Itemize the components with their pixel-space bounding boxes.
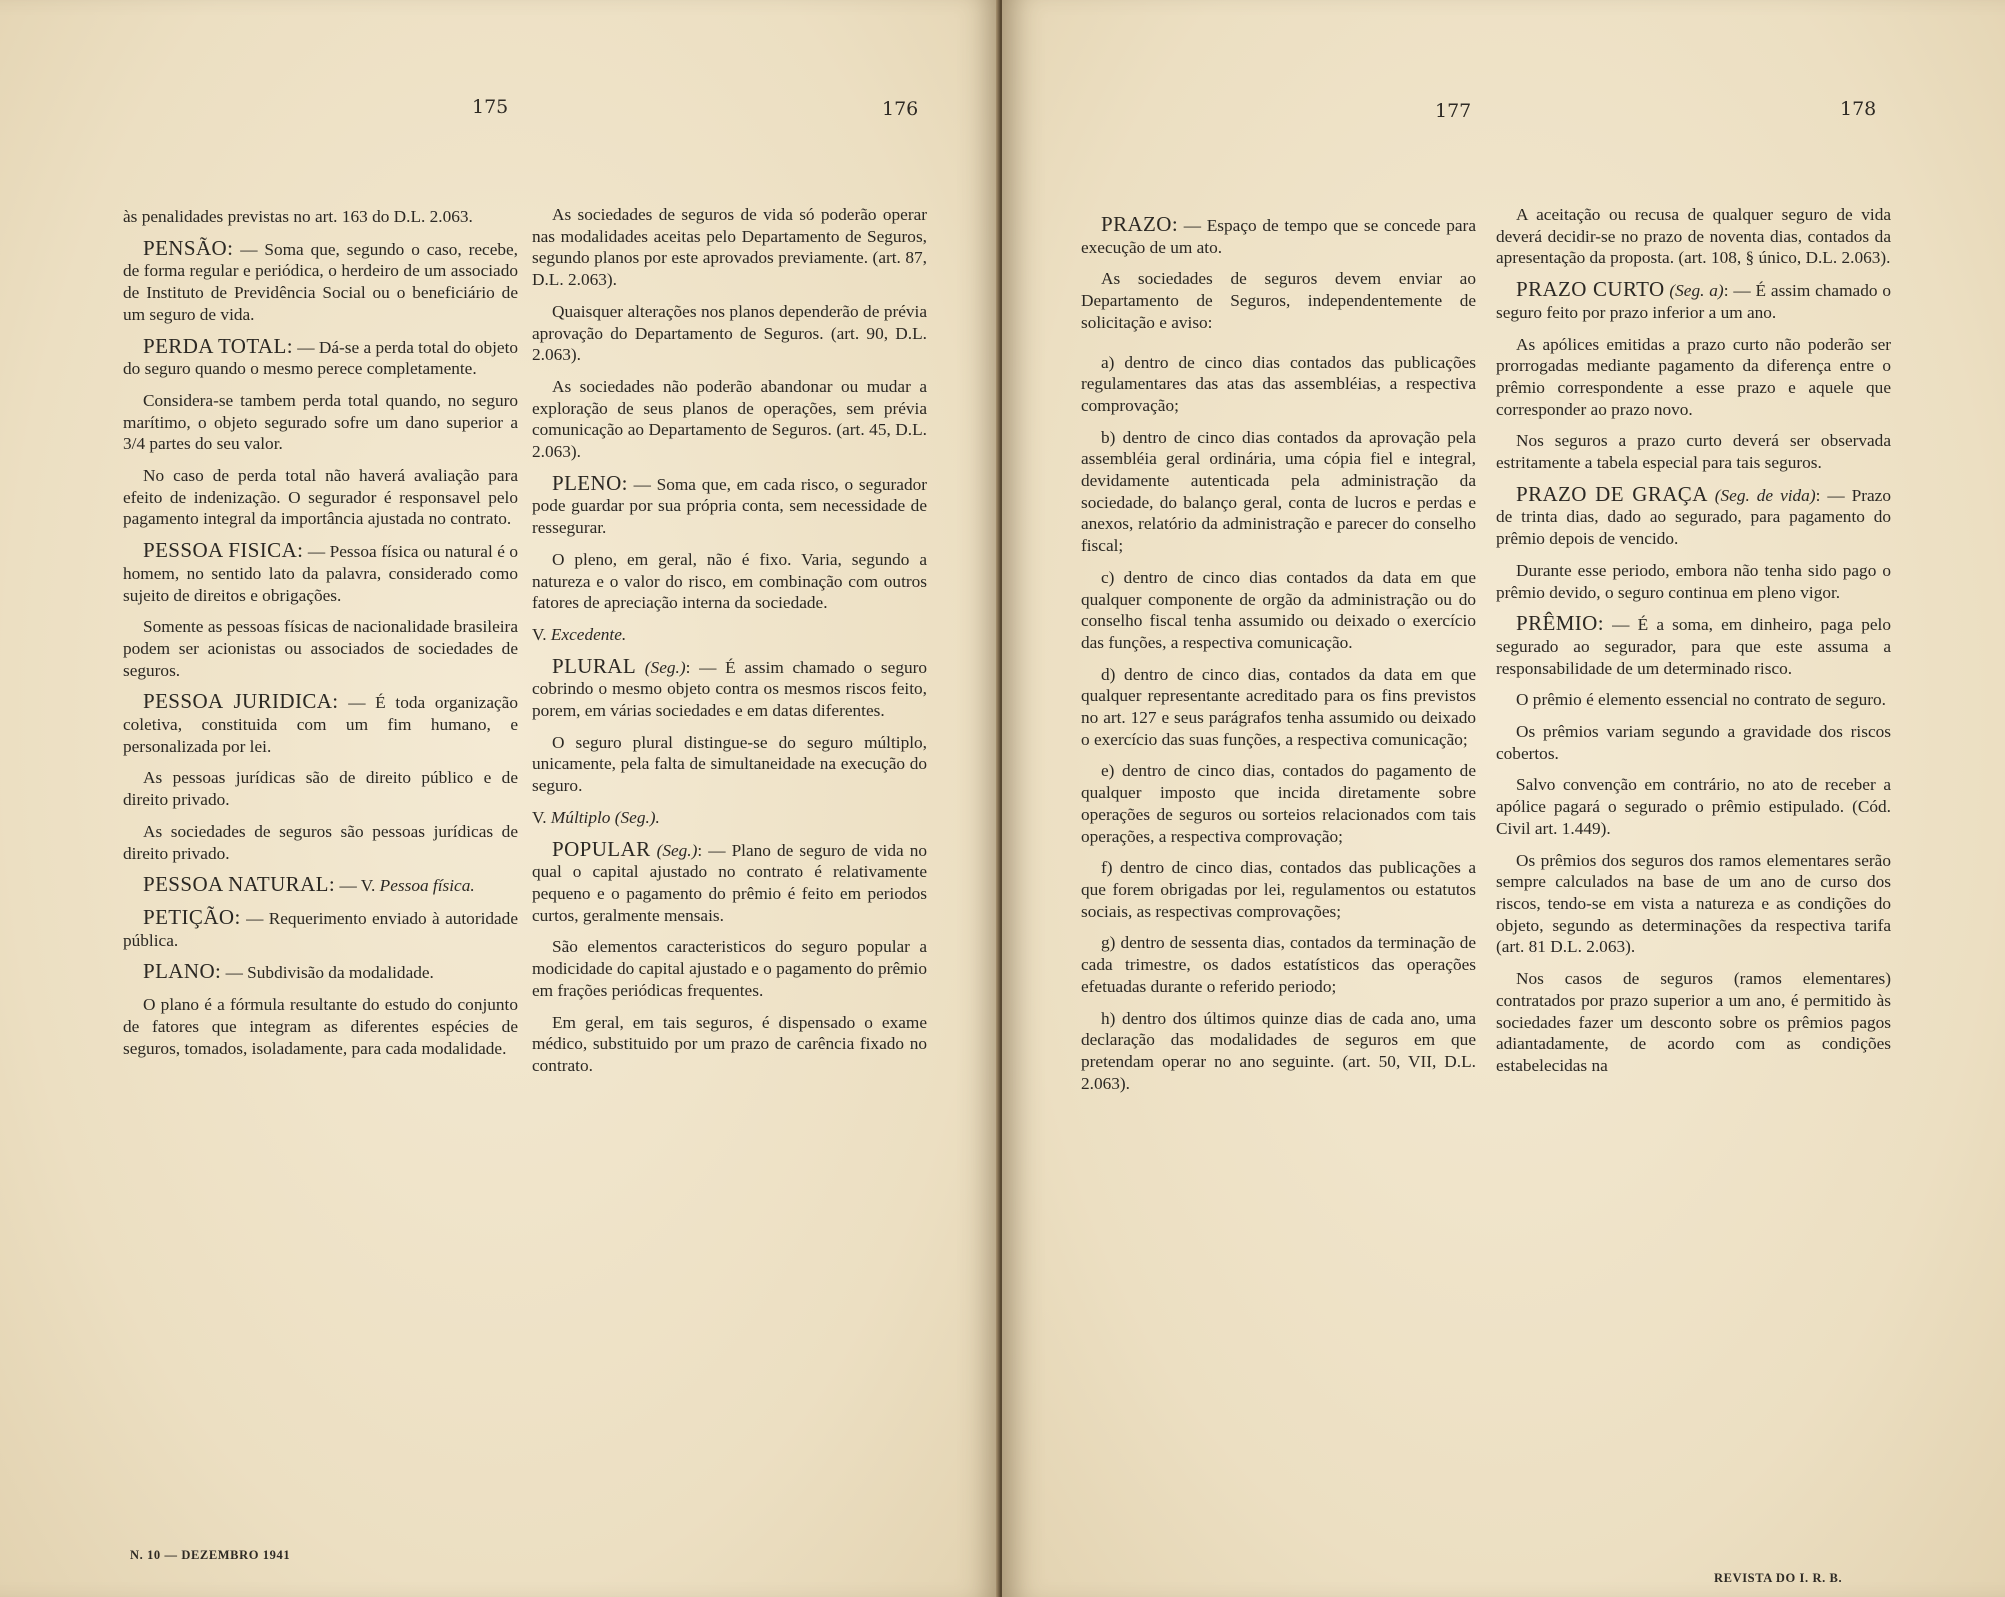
column-1 (123, 198, 518, 1069)
page-number-178: 178 (1840, 98, 1877, 120)
cross-reference-multiplo (532, 807, 927, 829)
entry-prazo-curto (1496, 279, 1891, 323)
right-page (1002, 0, 2005, 1597)
paragraph: Em geral, em tais seguros, é dispensado o exame médico, substituido por um prazo de carência fixado no contrato. (532, 1012, 927, 1075)
headword: PESSOA NATURAL: (143, 872, 336, 897)
headword: PESSOA JURIDICA: (143, 689, 339, 714)
qualifier: (Seg. de vida) (1707, 485, 1816, 505)
definition: — Dá-se a perda total do objeto do seguro quando o mesmo perece completamente. (123, 337, 519, 379)
paragraph: As apólices emitidas a prazo curto não poderão ser prorrogadas mediante pagamento da diferença entre o prêmio correspondente a esse prazo e aquele que corresponder ao prazo novo. (1496, 334, 1891, 419)
headword: PETIÇÃO: (143, 904, 241, 929)
paragraph: O prêmio é elemento essencial no contrato de seguro. (1516, 690, 1886, 710)
paragraph: Somente as pessoas físicas de nacionalidade brasileira podem ser acionistas ou associados de sociedades de seguros. (123, 617, 518, 680)
page-number-175: 175 (472, 96, 509, 118)
paragraph: O plano é a fórmula resultante do estudo do conjunto de fatores que integram as diferentes espécies de seguros, tomados, isoladamente, para cada modalidade. (123, 995, 518, 1058)
page-number-176: 176 (882, 98, 919, 120)
list-item-c: c) dentro de cinco dias contados da data em que qualquer componente de orgão da administração ou do conselho fiscal tenha assumido ou deixado o exercício das funções, a respectiva comunicação. (1081, 567, 1476, 652)
paragraph: As sociedades de seguros devem enviar ao Departamento de Seguros, independentemente de solicitação e aviso: (1081, 269, 1476, 332)
paragraph: Os prêmios variam segundo a gravidade dos riscos cobertos. (1496, 722, 1891, 763)
paragraph: Nos seguros a prazo curto deverá ser observada estritamente a tabela especial para tais seguros. (1496, 431, 1891, 473)
headword: PERDA TOTAL: (143, 333, 293, 358)
list-item-b: b) dentro de cinco dias contados da aprovação pela assembléia geral ordinária, uma cópia fiel e integral, devidamente autenticada pela administração da sociedade, do balanço geral, conta de lucros e perdas e anexos, relatório da administração e parecer do conselho fiscal; (1081, 427, 1476, 556)
headword: PRÊMIO: (1516, 611, 1604, 636)
definition: : — Prazo de trinta dias, dado ao segurado, para pagamento do prêmio depois de vencido. (1496, 485, 1891, 549)
entry-plano (123, 961, 518, 984)
entry-pessoa-natural (123, 874, 518, 897)
definition: — Soma que, em cada risco, o segurador pode guardar por sua própria conta, sem necessidade de ressegurar. (532, 474, 927, 538)
definition: — Subdivisão da modalidade. (221, 963, 434, 983)
headword: PENSÃO: (143, 235, 234, 260)
paragraph: Os prêmios dos seguros dos ramos elementares serão sempre calculados na base de um ano de curso dos riscos, tendo-se em vista a natureza e as condições do objeto, segundo as determinações da respectiva tarifa (art. 81 D.L. 2.063). (1496, 850, 1891, 957)
list-item-f: f) dentro de cinco dias, contados das publicações a que forem obrigadas por lei, regulamentos ou estatutos sociais, as respectivas comprovações; (1081, 858, 1476, 921)
list-item-d: d) dentro de cinco dias, contados da data em que qualquer representante acreditado para os fins previstos no art. 127 e seus parágrafos tenha assumido ou deixado o exercício das suas funções, a respectiva comunicação; (1081, 664, 1476, 749)
left-page (0, 0, 1000, 1597)
footer-issue: N. 10 — DEZEMBRO 1941 (130, 1548, 291, 1562)
headword: PESSOA FISICA: (143, 538, 304, 563)
entry-perda-total (123, 333, 519, 380)
list-item-a: a) dentro de cinco dias contados das publicações regulamentares das atas das assembléias, a respectiva comprovação; (1081, 352, 1476, 415)
headword: PLENO: (552, 470, 628, 495)
page-number-177: 177 (1435, 100, 1472, 122)
see-label: V. (532, 624, 551, 644)
paragraph: As pessoas jurídicas são de direito público e de direito privado. (123, 768, 518, 810)
qualifier: (Seg.) (636, 657, 686, 677)
paragraph: Salvo convenção em contrário, no ato de receber a apólice pagará o segurado o prêmio estipulado. (Cód. Civil art. 1.449). (1496, 775, 1891, 838)
definition: — Espaço de tempo que se concede para execução de um ato. (1081, 216, 1476, 257)
definition: : — É assim chamado o seguro feito por prazo inferior a um ano. (1496, 281, 1891, 322)
definition: — Soma que, segundo o caso, recebe, de forma regular e periódica, o herdeiro de um associado de Instituto de Previdência Social ou o beneficiário de um seguro de vida. (123, 239, 518, 324)
qualifier: (Seg. a) (1664, 281, 1724, 301)
entry-pessoa-fisica (123, 540, 518, 606)
entry-peticao (123, 904, 518, 951)
cross-reference: Excedente. (550, 624, 627, 644)
list-item-h: h) dentro dos últimos quinze dias de cada ano, uma declaração das modalidades de seguros em que pretendam operar no ano seguinte. (art. 50, VII, D.L. 2.063). (1081, 1008, 1476, 1093)
cross-reference: Múltiplo (Seg.). (550, 807, 660, 827)
paragraph: As sociedades de seguros de vida só poderão operar nas modalidades aceitas pelo Departamento de Seguros, segundo planos por este aprovados previamente. (art. 87, D.L. 2.063). (532, 205, 927, 290)
paragraph: No caso de perda total não haverá avaliação para efeito de indenização. O segurador é responsavel pelo pagamento integral da importância ajustada no contrato. (123, 466, 518, 529)
paragraph: A aceitação ou recusa de qualquer seguro de vida deverá decidir-se no prazo de noventa dias, contados da apresentação da proposta. (art. 108, § único, D.L. 2.063). (1496, 205, 1891, 268)
paragraph: às penalidades previstas no art. 163 do D.L. 2.063. (123, 207, 473, 226)
entry-pensao (123, 235, 518, 326)
entry-prazo-de-graca (1496, 481, 1891, 550)
definition: : — Plano de seguro de vida no qual o capital ajustado no contrato é relativamente pequeno e o pagamento do prêmio é feito em periodos curtos, geralmente mensais. (532, 840, 927, 925)
see-label: V. (532, 807, 551, 827)
headword: PRAZO: (1101, 212, 1179, 236)
definition: — É toda organização coletiva, constituida com um fim humano, e personalizada por lei. (123, 693, 518, 756)
entry-pessoa-juridica (123, 691, 518, 757)
list-item-e: e) dentro de cinco dias, contados do pagamento de qualquer imposto que incida diretamente sobre operações de seguros ou sorteios relacionados com tais operações, a respectiva comprovação; (1081, 761, 1476, 846)
list-item-g: g) dentro de sessenta dias, contados da terminação de cada trimestre, os dados estatísticos das operações efetuadas durante o referido periodo; (1081, 933, 1476, 996)
entry-popular (532, 836, 927, 927)
entry-pleno (532, 470, 927, 539)
headword: PLANO: (143, 959, 222, 984)
definition: — É a soma, em dinheiro, paga pelo segurado ao segurador, para que este assuma a responsabilidade de um determinado risco. (1496, 615, 1891, 678)
column-2 (532, 204, 927, 1087)
headword: POPULAR (552, 836, 651, 861)
definition: — V. (335, 876, 380, 896)
paragraph: As sociedades não poderão abandonar ou mudar a exploração de seus planos de operações, sem prévia comunicação ao Departamento de Seguros. (art. 45, D.L. 2.063). (532, 376, 927, 462)
qualifier: (Seg.) (650, 840, 698, 860)
headword: PLURAL (552, 653, 637, 678)
definition: — Requerimento enviado à autoridade pública. (123, 908, 518, 950)
paragraph: Considera-se tambem perda total quando, no seguro marítimo, o objeto segurado sofre um dano superior a 3/4 partes do seu valor. (123, 390, 518, 454)
footer-journal: REVISTA DO I. R. B. (1714, 1571, 1843, 1585)
paragraph: Durante esse periodo, embora não tenha sido pago o prêmio devido, o seguro continua em pleno vigor. (1496, 560, 1891, 602)
paragraph: Nos casos de seguros (ramos elementares) contratados por prazo superior a um ano, é permitido às sociedades fazer um desconto sobre os prêmios pagos adiantadamente, de acordo com as condições estabelecidas na (1496, 969, 1891, 1075)
paragraph: As sociedades de seguros são pessoas jurídicas de direito privado. (123, 821, 518, 863)
entry-premio (1496, 613, 1891, 679)
column-3 (1081, 208, 1476, 1104)
paragraph: O pleno, em geral, não é fixo. Varia, segundo a natureza e o valor do risco, em combinação com outros fatores de apreciação interna da sociedade. (532, 549, 927, 613)
paragraph: São elementos caracteristicos do seguro popular a modicidade do capital ajustado e o pagamento do prêmio em frações periódicas frequentes. (532, 937, 927, 1000)
paragraph: Quaisquer alterações nos planos dependerão de prévia aprovação do Departamento de Seguros. (art. 90, D.L. 2.063). (532, 301, 927, 365)
definition: — Pessoa física ou natural é o homem, no sentido lato da palavra, considerado como sujeito de direitos e obrigações. (123, 542, 518, 605)
entry-prazo (1081, 214, 1476, 258)
column-4 (1496, 204, 1891, 1087)
headword: PRAZO DE GRAÇA (1516, 481, 1708, 506)
entry-plural (532, 653, 928, 722)
paragraph: O seguro plural distingue-se do seguro múltiplo, unicamente, pela falta de simultaneidade na execução do seguro. (532, 732, 927, 796)
headword: PRAZO CURTO (1516, 277, 1665, 302)
cross-reference: Pessoa física. (379, 876, 475, 896)
definition: : — É assim chamado o seguro cobrindo o mesmo objeto contra os mesmos riscos feito, porem, em várias sociedades e em datas diferentes. (532, 657, 928, 721)
cross-reference-excedente (532, 624, 927, 646)
